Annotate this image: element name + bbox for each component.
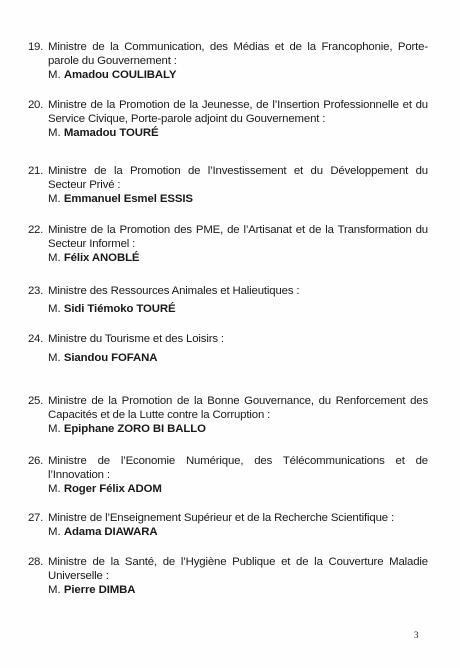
entry-number: 24. bbox=[28, 333, 43, 345]
entry-number: 26. bbox=[28, 455, 43, 467]
minister-name-line bbox=[28, 482, 428, 496]
entry-number: 21. bbox=[28, 165, 43, 177]
minister-entry-21 bbox=[28, 164, 428, 206]
ministry-title: Ministre de la Promotion de l’Investissement et du Développement du Secteur Privé : bbox=[48, 165, 428, 191]
civility: M. bbox=[48, 303, 61, 315]
minister-name-line bbox=[28, 583, 428, 597]
ministry-title: Ministre de la Promotion de la Jeunesse, de l’Insertion Professionnelle et du Service Civique, Porte-parole adjoint du Gouvernement : bbox=[48, 99, 428, 125]
entry-number: 23. bbox=[28, 285, 43, 297]
minister-name-line bbox=[28, 251, 428, 265]
minister-name: Amadou COULIBALY bbox=[63, 69, 177, 81]
minister-entry-23 bbox=[28, 284, 428, 316]
civility: M. bbox=[48, 423, 61, 435]
civility: M. bbox=[48, 69, 61, 81]
minister-name: Emmanuel Esmel ESSIS bbox=[63, 193, 193, 205]
minister-name: Siandou FOFANA bbox=[63, 352, 158, 364]
minister-name: Adama DIAWARA bbox=[63, 526, 158, 538]
minister-entry-19 bbox=[28, 40, 428, 82]
ministry-title: Ministre de l’Economie Numérique, des Télécommunications et de l’Innovation : bbox=[48, 455, 428, 481]
minister-name-line bbox=[28, 68, 428, 82]
civility: M. bbox=[48, 526, 61, 538]
entry-number: 22. bbox=[28, 224, 43, 236]
minister-name-line bbox=[28, 525, 428, 539]
civility: M. bbox=[48, 352, 61, 364]
entry-number: 20. bbox=[28, 99, 43, 111]
minister-name: Roger Félix ADOM bbox=[63, 483, 162, 495]
minister-entry-22 bbox=[28, 223, 428, 265]
ministry-title: Ministre de la Promotion de la Bonne Gouvernance, du Renforcement des Capacités et de la Lutte contre la Corruption : bbox=[48, 395, 428, 421]
minister-entry-26 bbox=[28, 454, 428, 496]
ministry-title: Ministre de la Santé, de l’Hygiène Publique et de la Couverture Maladie Universelle : bbox=[48, 556, 428, 582]
minister-name: Pierre DIMBA bbox=[63, 584, 136, 596]
minister-entry-24 bbox=[28, 332, 428, 365]
minister-name-line bbox=[28, 126, 428, 140]
minister-name: Mamadou TOURÉ bbox=[63, 127, 159, 139]
minister-entry-27 bbox=[28, 511, 428, 539]
page-number: 3 bbox=[414, 630, 419, 640]
entry-number: 25. bbox=[28, 395, 43, 407]
ministry-title: Ministre de la Promotion des PME, de l’Artisanat et de la Transformation du Secteur Informel : bbox=[48, 224, 428, 250]
entry-number: 28. bbox=[28, 556, 43, 568]
civility: M. bbox=[48, 483, 61, 495]
minister-entry-25 bbox=[28, 394, 428, 436]
minister-name-line bbox=[28, 351, 428, 365]
minister-name-line bbox=[28, 192, 428, 206]
ministry-title: Ministre des Ressources Animales et Halieutiques : bbox=[48, 285, 300, 297]
ministry-title: Ministre de l’Enseignement Supérieur et de la Recherche Scientifique : bbox=[48, 512, 394, 524]
minister-name: Sidi Tiémoko TOURÉ bbox=[63, 303, 176, 315]
civility: M. bbox=[48, 193, 61, 205]
civility: M. bbox=[48, 584, 61, 596]
minister-entry-20 bbox=[28, 98, 428, 140]
entry-number: 19. bbox=[28, 41, 43, 53]
entry-number: 27. bbox=[28, 512, 43, 524]
ministry-title: Ministre de la Communication, des Médias et de la Francophonie, Porte-parole du Gouvernement : bbox=[48, 41, 428, 67]
minister-name: Félix ANOBLÉ bbox=[63, 252, 140, 264]
minister-name: Epiphane ZORO BI BALLO bbox=[63, 423, 206, 435]
ministry-title: Ministre du Tourisme et des Loisirs : bbox=[48, 333, 224, 345]
minister-name-line bbox=[28, 422, 428, 436]
minister-name-line bbox=[28, 302, 428, 316]
minister-entry-28 bbox=[28, 555, 428, 597]
civility: M. bbox=[48, 252, 61, 264]
civility: M. bbox=[48, 127, 61, 139]
